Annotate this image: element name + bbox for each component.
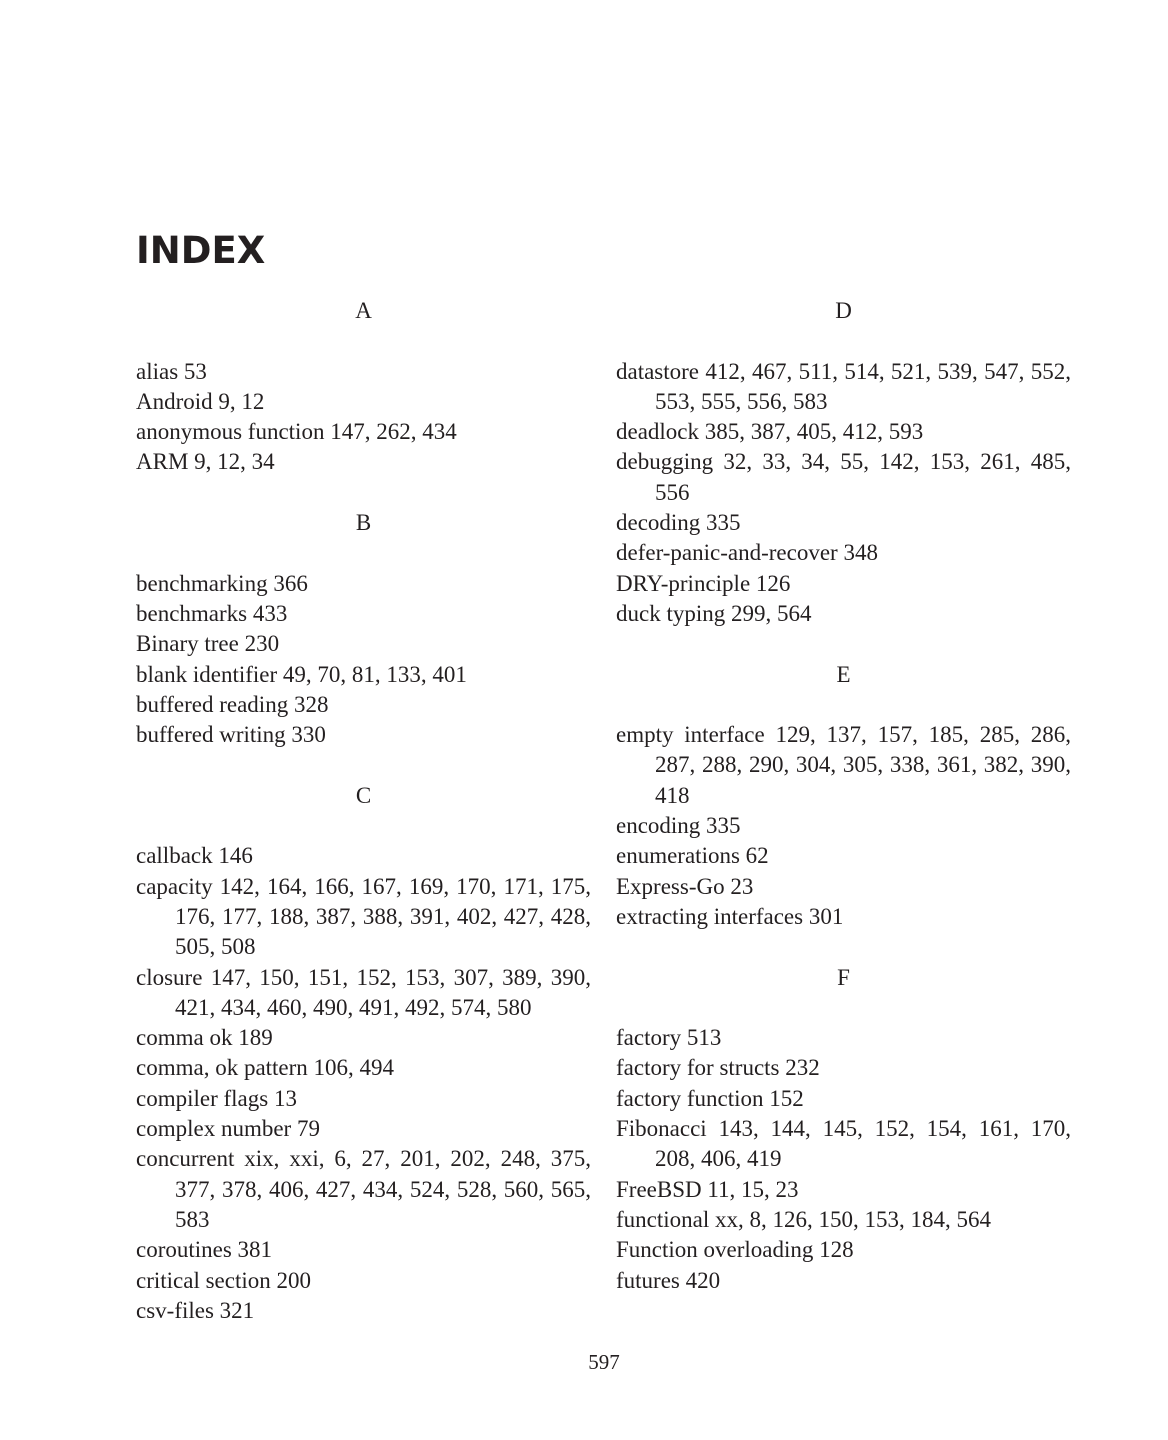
index-entry: callback 146 xyxy=(136,843,253,869)
index-entry: Binary tree 230 xyxy=(136,631,280,657)
index-entry: buffered writing 330 xyxy=(136,722,326,748)
index-entry: benchmarking 366 xyxy=(136,570,308,596)
index-entry: anonymous function 147, 262, 434 xyxy=(136,419,457,445)
index-entry: compiler flags 13 xyxy=(136,1085,297,1111)
index-section xyxy=(616,963,1071,1296)
index-entry: Android 9, 12 xyxy=(136,388,265,414)
index-entry: functional xx, 8, 126, 150, 153, 184, 564 xyxy=(616,1206,991,1232)
index-entry: comma, ok pattern 106, 494 xyxy=(136,1055,395,1081)
index-entry: ARM 9, 12, 34 xyxy=(136,449,275,475)
index-entry: Express-Go 23 xyxy=(616,873,754,899)
index-entry: datastore 412, 467, 511, 514, 521, 539, 547, 552, 553, 555, 556, 583 xyxy=(616,358,1071,414)
index-entry: buffered reading 328 xyxy=(136,691,329,717)
index-entry: decoding 335 xyxy=(616,510,741,536)
index-entry: factory 513 xyxy=(616,1025,722,1051)
section-letter: F xyxy=(837,964,850,990)
index-entry: critical section 200 xyxy=(136,1267,311,1293)
index-entry-list xyxy=(616,1023,1071,1296)
section-letter: C xyxy=(355,782,372,808)
index-section xyxy=(136,296,591,478)
index-entry: encoding 335 xyxy=(616,813,741,839)
index-entry: benchmarks 433 xyxy=(136,600,288,626)
index-entry-list xyxy=(616,357,1071,630)
index-entry-list xyxy=(136,841,591,1326)
index-entry: defer-panic-and-recover 348 xyxy=(616,540,878,566)
index-entry: enumerations 62 xyxy=(616,843,769,869)
index-section xyxy=(136,781,591,1326)
section-letter: A xyxy=(355,298,372,323)
index-entry: capacity 142, 164, 166, 167, 169, 170, 171, 175, 176, 177, 188, 387, 388, 391, 402, 427, 428, 505, 508 xyxy=(136,873,591,960)
index-entry: comma ok 189 xyxy=(136,1025,273,1051)
index-section xyxy=(616,660,1071,933)
section-letter: D xyxy=(835,298,852,323)
index-entry: deadlock 385, 387, 405, 412, 593 xyxy=(616,419,924,445)
index-entry: factory function 152 xyxy=(616,1085,804,1111)
page-number: 597 xyxy=(588,1350,620,1374)
index-entry-list xyxy=(136,357,591,478)
index-entry: duck typing 299, 564 xyxy=(616,600,812,626)
index-entry: closure 147, 150, 151, 152, 153, 307, 389, 390, 421, 434, 460, 490, 491, 492, 574, 580 xyxy=(136,964,591,1020)
index-entry: blank identifier 49, 70, 81, 133, 401 xyxy=(136,661,467,687)
section-letter: E xyxy=(836,661,851,687)
index-entry: alias 53 xyxy=(136,358,207,384)
index-entry: Fibonacci 143, 144, 145, 152, 154, 161, 170, 208, 406, 419 xyxy=(616,1116,1071,1172)
index-entry: futures 420 xyxy=(616,1267,721,1293)
index-column-left xyxy=(136,296,591,1356)
index-entry: concurrent xix, xxi, 6, 27, 201, 202, 248, 375, 377, 378, 406, 427, 434, 524, 528, 560, 565, 583 xyxy=(136,1146,591,1232)
index-entry: DRY-principle 126 xyxy=(616,570,791,596)
index-entry: extracting interfaces 301 xyxy=(616,903,844,929)
section-letter: B xyxy=(355,510,372,536)
index-entry: coroutines 381 xyxy=(136,1237,273,1263)
index-entry: FreeBSD 11, 15, 23 xyxy=(616,1176,799,1202)
index-entry: Function overloading 128 xyxy=(616,1237,854,1263)
index-column-right xyxy=(616,296,1071,1326)
index-entry-list xyxy=(616,720,1071,932)
index-section xyxy=(136,508,591,750)
page-title: INDEX xyxy=(136,229,266,272)
index-entry: complex number 79 xyxy=(136,1116,320,1142)
index-entry: debugging 32, 33, 34, 55, 142, 153, 261, 485, 556 xyxy=(616,449,1071,505)
index-entry: empty interface 129, 137, 157, 185, 285, 286, 287, 288, 290, 304, 305, 338, 361, 382, 390, 418 xyxy=(616,722,1071,808)
index-entry-list xyxy=(136,569,591,751)
index-entry: factory for structs 232 xyxy=(616,1055,820,1081)
index-entry: csv-files 321 xyxy=(136,1297,255,1323)
index-section xyxy=(616,296,1071,629)
